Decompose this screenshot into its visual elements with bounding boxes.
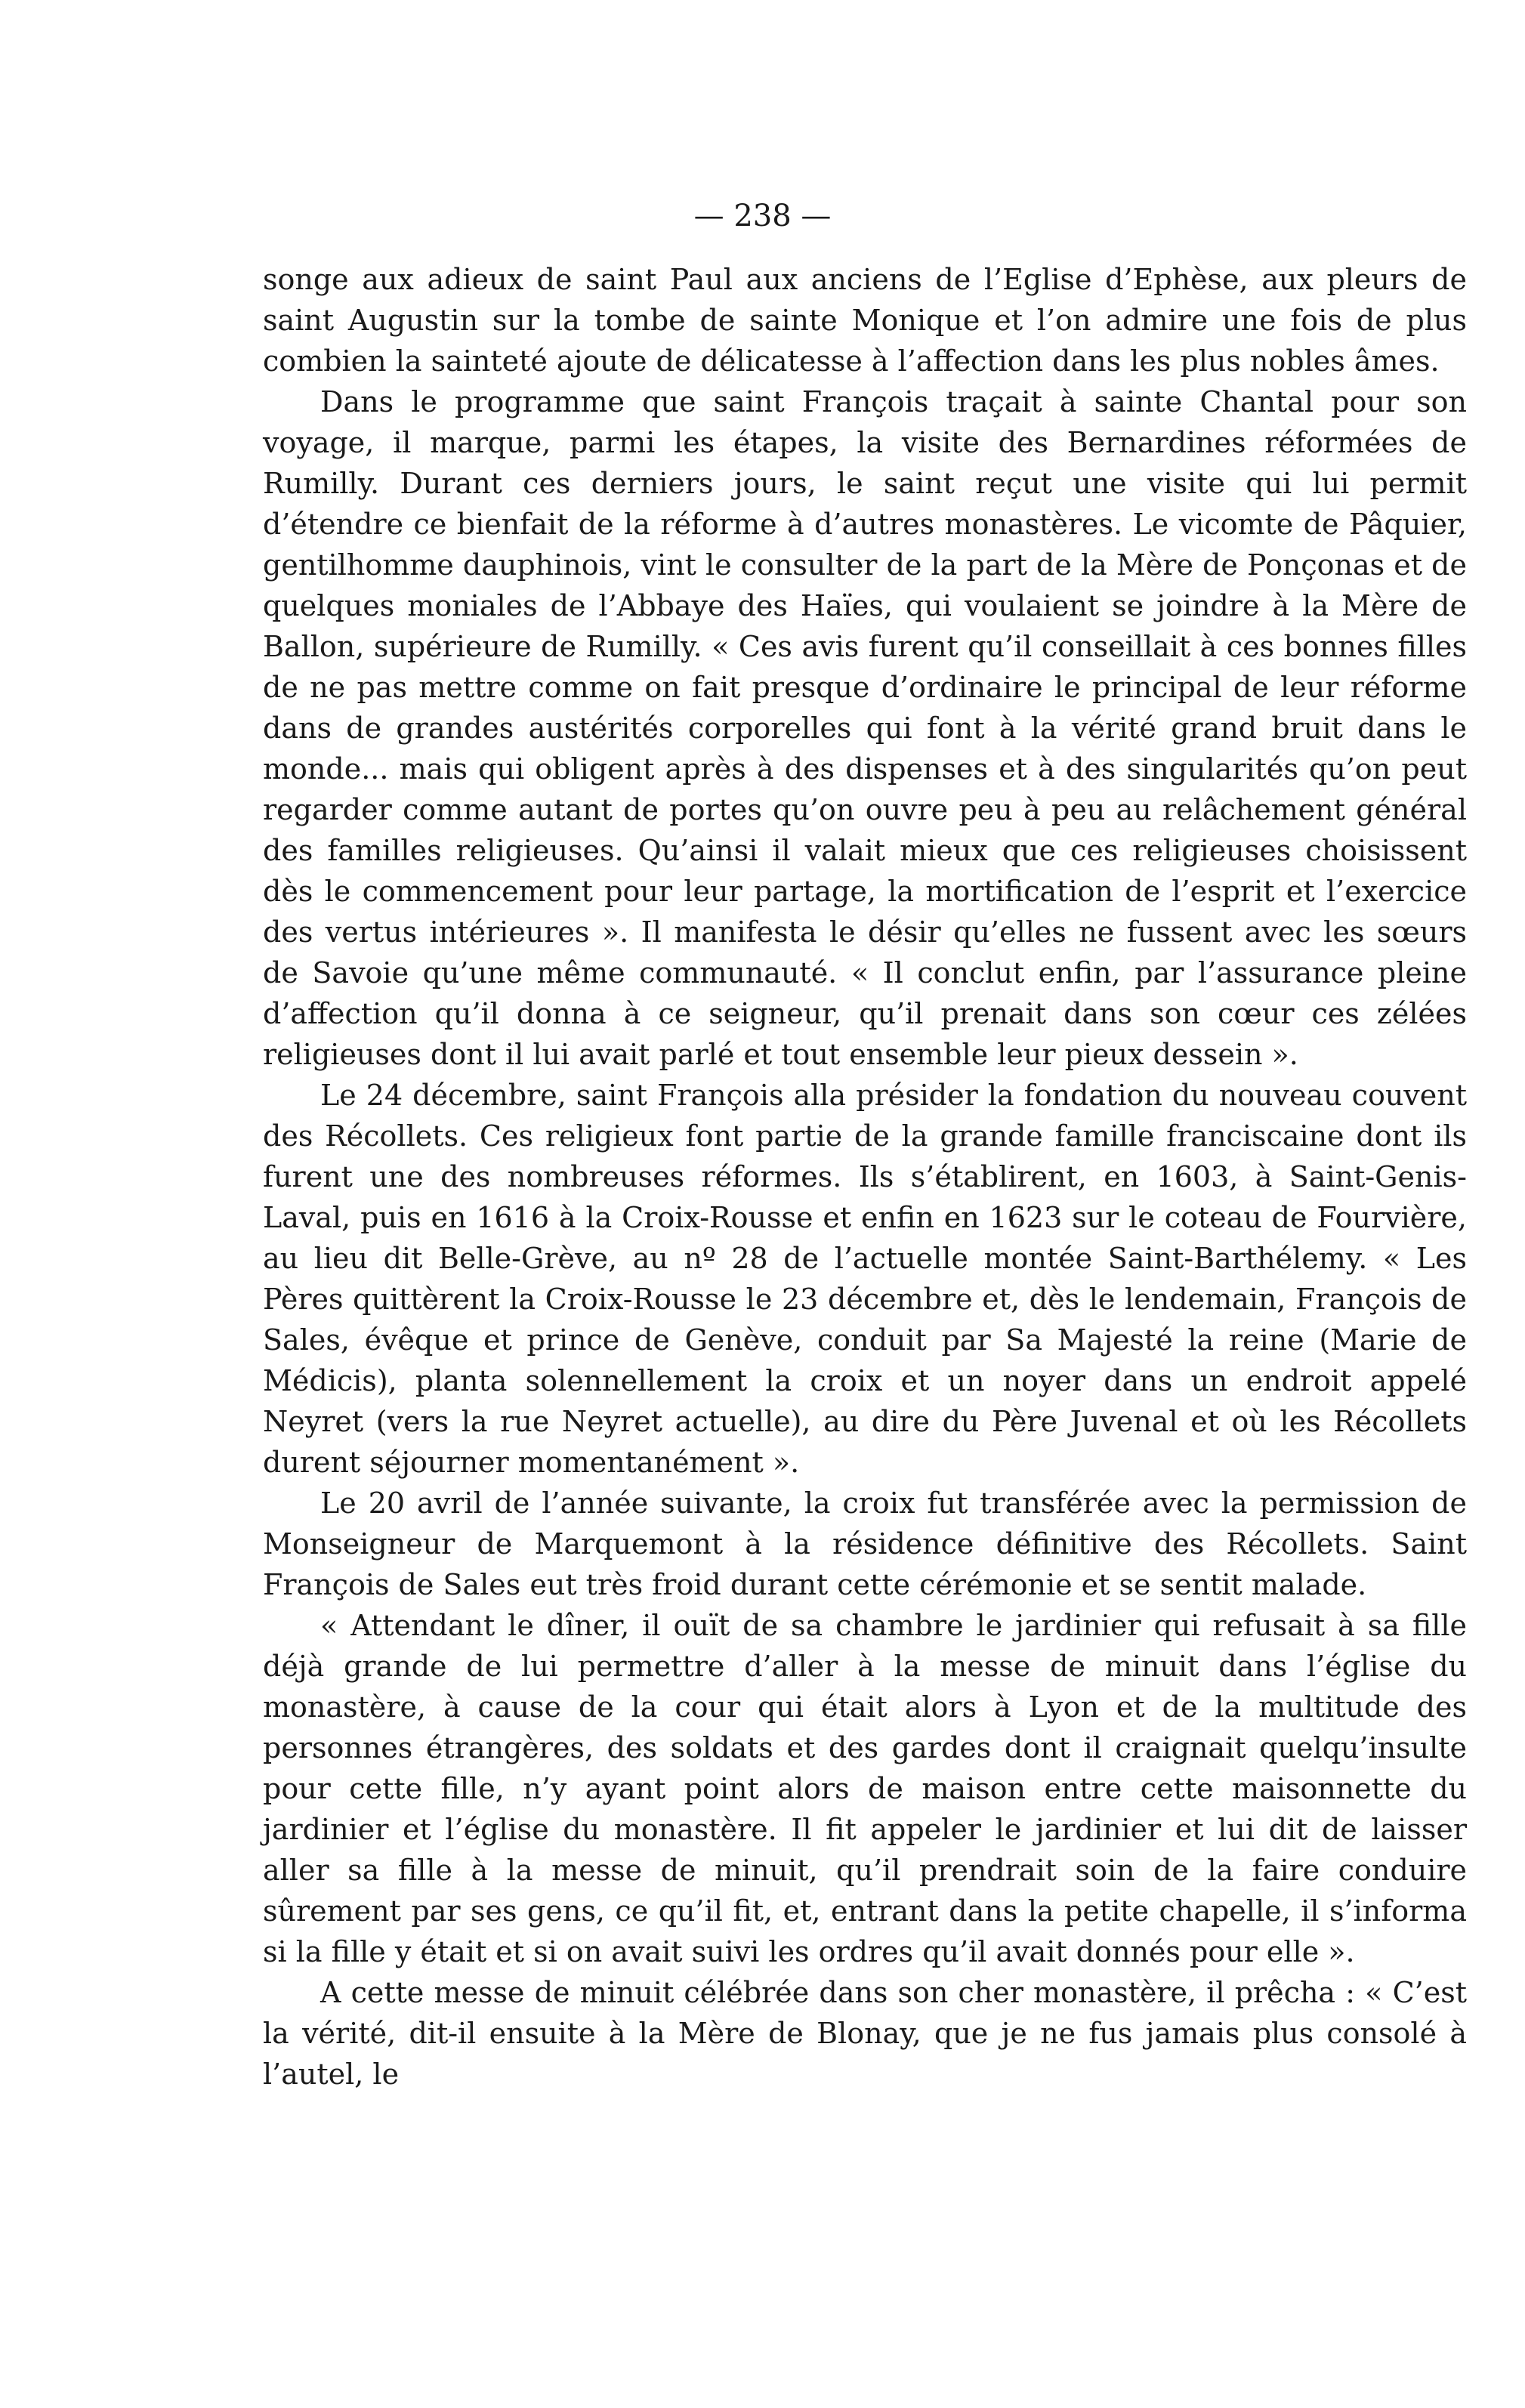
paragraph: Le 20 avril de l’année suivante, la croix fut transférée avec la permission de Monseigneur de Marquemont à la résidence définitive des Récollets. Saint François de Sales eut très froid durant cette cérémonie et se sentit malade. [263,1486,1467,1601]
body-text [263,259,1467,2095]
paragraph: « Attendant le dîner, il ouït de sa chambre le jardinier qui refusait à sa fille déjà grande de lui permettre d’aller à la messe de minuit dans l’église du monastère, à cause de la cour qui était alors à Lyon et de la multitude des personnes étrangères, des soldats et des gardes dont il craignait quelqu’insulte pour cette fille, n’y ayant point alors de maison entre cette maisonnette du jardinier et l’église du monastère. Il fit appeler le jardinier et lui dit de laisser aller sa fille à la messe de minuit, qu’il prendrait soin de la faire conduire sûrement par ses gens, ce qu’il fit, et, entrant dans la petite chapelle, il s’informa si la fille y était et si on avait suivi les ordres qu’il avait donnés pour elle ». [263,1609,1467,1968]
paragraph: A cette messe de minuit célébrée dans son cher monastère, il prêcha : « C’est la vérité, dit-il ensuite à la Mère de Blonay, que je ne fus jamais plus consolé à l’autel, le [263,1976,1467,2091]
paragraph: Le 24 décembre, saint François alla présider la fondation du nouveau couvent des Récollets. Ces religieux font partie de la grande famille franciscaine dont ils furent une des nombreuses réformes. Ils s’établirent, en 1603, à Saint-Genis-Laval, puis en 1616 à la Croix-Rousse et enfin en 1623 sur le coteau de Fourvière, au lieu dit Belle-Grève, au nº 28 de l’actuelle montée Saint-Barthélemy. « Les Pères quittèrent la Croix-Rousse le 23 décembre et, dès le lendemain, François de Sales, évêque et prince de Genève, conduit par Sa Majesté la reine (Marie de Médicis), planta solennellement la croix et un noyer dans un endroit appelé Neyret (vers la rue Neyret actuelle), au dire du Père Juvenal et où les Récollets durent séjourner momentanément ». [263,1079,1467,1479]
paragraph: Dans le programme que saint François traçait à sainte Chantal pour son voyage, il marque, parmi les étapes, la visite des Bernardines réformées de Rumilly. Durant ces derniers jours, le saint reçut une visite qui lui permit d’étendre ce bienfait de la réforme à d’autres monastères. Le vicomte de Pâquier, gentilhomme dauphinois, vint le consulter de la part de la Mère de Ponçonas et de quelques moniales de l’Abbaye des Haïes, qui voulaient se joindre à la Mère de Ballon, supérieure de Rumilly. « Ces avis furent qu’il conseillait à ces bonnes filles de ne pas mettre comme on fait presque d’ordinaire le principal de leur réforme dans de grandes austérités corporelles qui font à la vérité grand bruit dans le monde... mais qui obligent après à des dispenses et à des singularités qu’on peut regarder comme autant de portes qu’on ouvre peu à peu au relâchement général des familles religieuses. Qu’ainsi il valait mieux que ces religieuses choisissent dès le commencement pour leur partage, la mortification de l’esprit et l’exercice des vertus intérieures ». Il manifesta le désir qu’elles ne fussent avec les sœurs de Savoie qu’une même communauté. « Il conclut enfin, par l’assurance pleine d’affection qu’il donna à ce seigneur, qu’il prenait dans son cœur ces zélées religieuses dont il lui avait parlé et tout ensemble leur pieux dessein ». [263,385,1467,1071]
paragraph: songe aux adieux de saint Paul aux anciens de l’Eglise d’Ephèse, aux pleurs de saint Augustin sur la tombe de sainte Monique et l’on admire une fois de plus combien la sainteté ajoute de délicatesse à l’affection dans les plus nobles âmes. [263,263,1467,378]
page-number: — 238 — [693,199,832,233]
